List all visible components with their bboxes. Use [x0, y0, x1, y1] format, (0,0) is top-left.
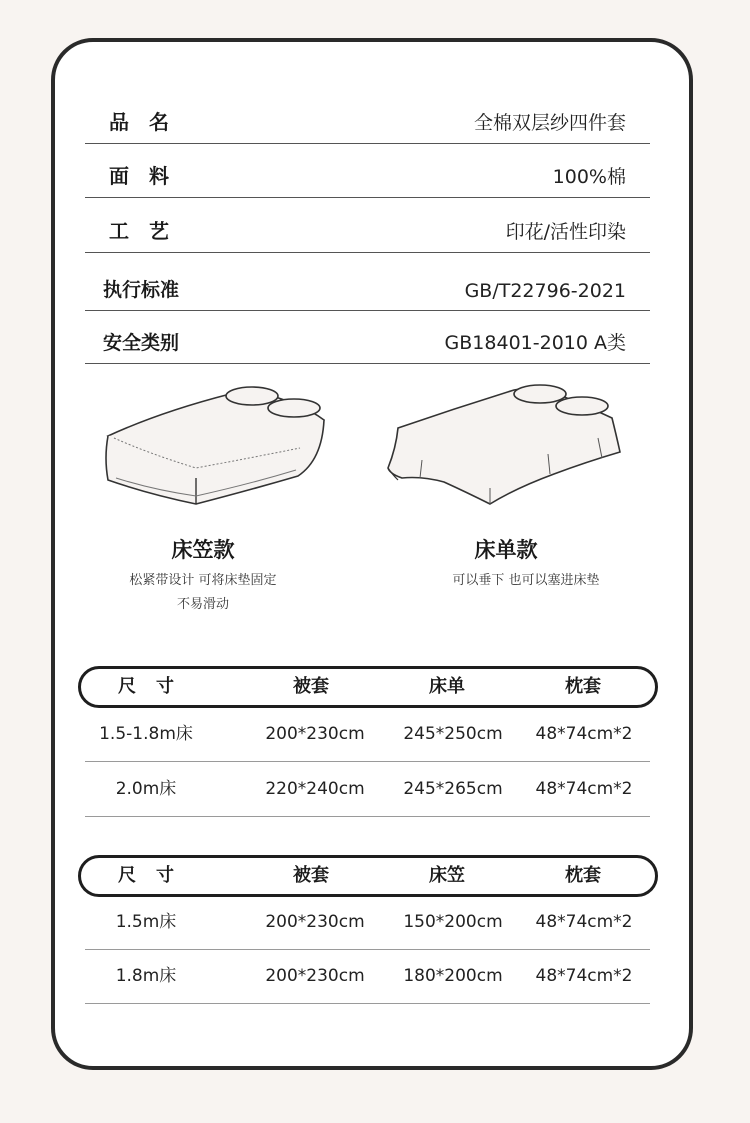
cell-fitted: 180*200cm [403, 966, 503, 986]
header-fitted-sheet: 床笠 [429, 865, 465, 886]
spec-value: GB/T22796-2021 [464, 280, 626, 302]
cell-duvet: 200*230cm [265, 912, 365, 932]
fitted-sheet-desc-line2: 不易滑动 [176, 597, 229, 612]
spec-value: 印花/活性印染 [505, 221, 626, 243]
header-duvet-cover: 被套 [293, 865, 329, 886]
flat-sheet-desc-line1: 可以垂下 也可以塞进床垫 [452, 573, 600, 588]
cell-size: 1.5m床 [115, 912, 177, 932]
size-table-2-header [78, 855, 658, 897]
spec-label: 执行标准 [103, 279, 180, 301]
cell-sheet: 245*250cm [403, 724, 503, 744]
spec-row-fabric [85, 143, 650, 198]
cell-sheet: 245*265cm [403, 779, 503, 799]
header-size: 尺寸 [118, 676, 194, 697]
table-row [85, 762, 650, 817]
cell-pillowcase: 48*74cm*2 [535, 912, 633, 932]
cell-size: 1.5-1.8m床 [99, 724, 193, 744]
spec-value: GB18401-2010 A类 [444, 332, 626, 354]
spec-value: 100%棉 [552, 166, 626, 188]
cell-duvet: 200*230cm [265, 966, 365, 986]
spec-row-standard [85, 256, 650, 311]
flat-sheet-title: 床单款 [474, 538, 538, 562]
spec-label: 安全类别 [103, 332, 180, 354]
spec-label: 面料 [109, 164, 189, 188]
fitted-sheet-bed-illustration [100, 378, 340, 518]
header-pillowcase: 枕套 [565, 676, 601, 697]
spec-row-craft [85, 198, 650, 253]
cell-size: 2.0m床 [115, 779, 177, 799]
size-table-1-header [78, 666, 658, 708]
spec-row-name [85, 89, 650, 144]
table-row [85, 707, 650, 762]
header-pillowcase: 枕套 [565, 865, 601, 886]
flat-sheet-bed-illustration [386, 378, 626, 518]
fitted-sheet-title: 床笠款 [171, 538, 235, 562]
cell-pillowcase: 48*74cm*2 [535, 724, 633, 744]
cell-pillowcase: 48*74cm*2 [535, 966, 633, 986]
header-duvet-cover: 被套 [293, 676, 329, 697]
table-row [85, 949, 650, 1004]
cell-duvet: 220*240cm [265, 779, 365, 799]
spec-label: 工艺 [109, 219, 189, 243]
header-size: 尺寸 [118, 865, 194, 886]
cell-size: 1.8m床 [115, 966, 177, 986]
cell-duvet: 200*230cm [265, 724, 365, 744]
cell-pillowcase: 48*74cm*2 [535, 779, 633, 799]
table-row [85, 895, 650, 950]
fitted-sheet-desc-line1: 松紧带设计 可将床垫固定 [129, 573, 277, 588]
header-flat-sheet: 床单 [429, 676, 465, 697]
spec-label: 品名 [109, 110, 189, 134]
spec-value: 全棉双层纱四件套 [473, 112, 626, 134]
spec-row-safety [85, 309, 650, 364]
cell-fitted: 150*200cm [403, 912, 503, 932]
